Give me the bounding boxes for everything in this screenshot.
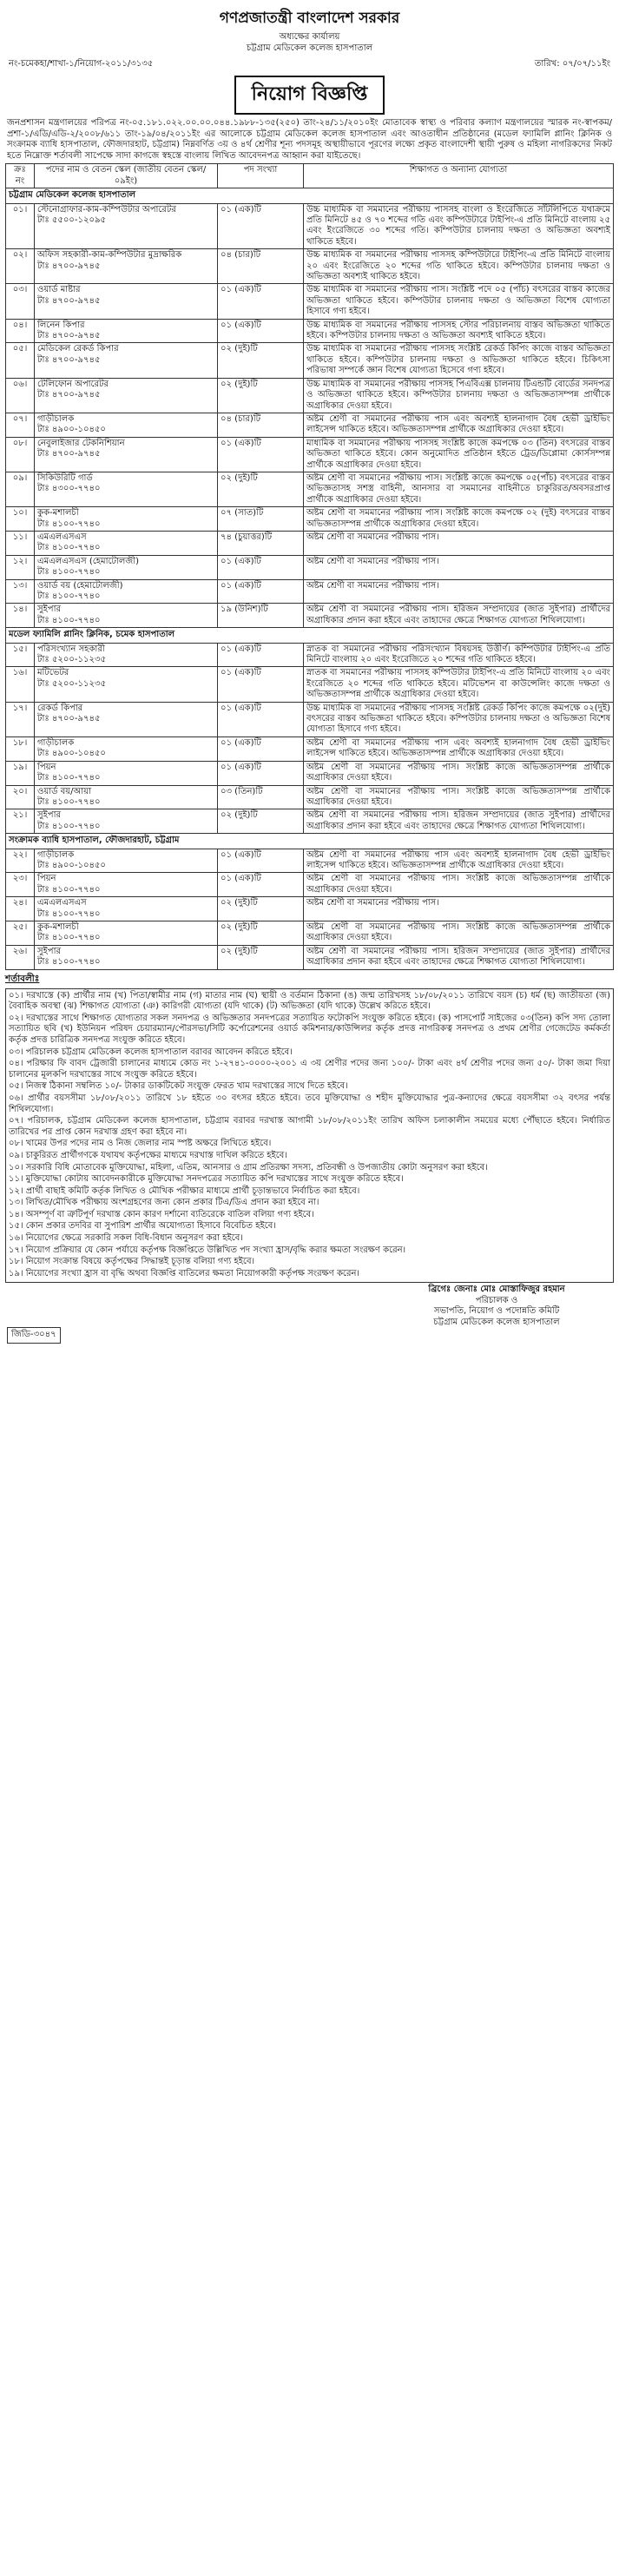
pay-scale: টাঃ ৪৭০০-৯৭৪৫ [37,714,101,724]
row-post-cell [35,472,218,506]
condition-item: ০৮। খামের উপর পদের নাম ও নিজ জেলার নাম স্পষ্ট অক্ষরে লিখিতে হইবে। [9,1139,272,1149]
pay-scale: টাঃ ৪১০০-৭৭৪০ [37,884,101,895]
table-header-row [6,164,614,188]
signatory-office: চট্টগ্রাম মেডিকেল কলেজ হাসপাতাল [433,1317,560,1327]
pay-scale: টাঃ ৪৭০০-৯৭৪৫ [37,331,101,341]
post-count: ১৯ (উনিশ)টি [218,604,304,628]
table-row [6,873,614,897]
post-name: সিকিউরিটি গার্ড [37,472,93,483]
row-post-cell [35,809,218,834]
section-title: চট্টগ্রাম মেডিকেল কলেজ হাসপাতাল [6,188,614,203]
row-serial: ০৩। [6,284,35,319]
post-count: ০১ (এক)টি [218,873,304,897]
table-row [6,284,614,319]
row-post-cell [35,643,218,667]
condition-item: ০১। দরখাস্তে (ক) প্রার্থীর নাম (খ) পিতা/স্বামীর নাম (গ) মাতার নাম (ঘ) স্থায়ী ও বর্তমান ঠিকানা (ঙ) জন্ম তারিখসহ ১৮/০৮/২০১১ তারিখে বয়স (চ) ধর্ম (ছ) জাতীয়তা (জ) বৈবাহিক অবস্থা (ঝ) শিক্ষাগত যোগ্যতা (ঞ) কারিগরী যোগ্যতা (যদি থাকে) (ট) অভিজ্ঞতা (যদি থাকে) উল্লেখ করিতে হইবে। [9,990,610,1012]
pay-scale: টাঃ ৪৭০০-৯৭৪৫ [37,390,101,400]
qualification: অষ্টম শ্রেণী বা সমমানের পরীক্ষায় পাস। সংশ্লিষ্ট কাজে অভিজ্ঞতাসম্পন্ন প্রার্থীকে অগ্রাধিকার দেওয়া হইবে। [304,873,614,897]
qualification: স্নাতক বা সমমানের পরীক্ষায় পরিসংখ্যান বিষয়সহ উত্তীর্ণ। কম্পিউটার টাইপিং-এ প্রতি মিনিটে বাংলায় ২০ এবং ইংরেজিতে ২০ শব্দের গতি থাকিতে হইবে। [304,643,614,667]
pay-scale: টাঃ ৪১০০-৭৭৪০ [37,933,101,943]
row-serial: ১২। [6,555,35,579]
post-name: নেবুলাইজার টেকনিশিয়ান [37,438,125,448]
row-post-cell [35,849,218,873]
intro-paragraph: জনপ্রশাসন মন্ত্রণালয়ের পরিপত্র নং-০৫.১৮১.০২২.০০.০০.০৪৪.১৯৮৮-১৩৫(২৫০) তাং-২৪/১১/২০১০ইং মোতাবেক স্বাস্থ্য ও পরিবার কল্যাণ মন্ত্রণালয়ের স্মারক নং-স্বাপকম/প্রশা-১/এডি/এডি-২/২০০৮/৬১১ তাং-১৯/০৪/২০১১ইং এর আলোকে চট্টগ্রাম মেডিকেল কলেজ হাসপাতাল এবং আওতাধীন প্রতিষ্ঠানের (মডেল ফ্যামিলি প্লানিং ক্লিনিক ও সংক্রামক ব্যাধি হাসপাতাল, ফৌজদারহাট, চট্টগ্রাম) নিম্নবর্ণিত ৩য় ও ৪র্থ শ্রেণীর শূন্য পদসমূহ অস্থায়ীভাবে পূরণের লক্ষ্যে প্রকৃত বাংলাদেশী স্থায়ী পুরুষ ও মহিলা নাগরিকদের নিকট হতে নিম্নোক্ত শর্তাবলী সাপেক্ষে সাদা কাগজে স্বহস্তে বাংলায় লিখিত আবেদনপত্র আহ্বান করা যাইতেছে। [7,118,612,161]
post-name: রেকর্ড কিপার [37,703,83,713]
pay-scale: টাঃ ৪১০০-৭৭৪০ [37,821,101,831]
post-name: টেলিফোন অপারেটর [37,379,109,389]
post-count: ০১ (এক)টি [218,437,304,472]
row-serial: ২৪। [6,897,35,921]
qualification: অষ্টম শ্রেণী বা সমমানের পরীক্ষায় পাস। সংশ্লিষ্ট কাজে অভিজ্ঞতাসম্পন্ন প্রার্থীকে অগ্রাধিকার দেওয়া হইবে। [304,785,614,809]
table-row [6,203,614,249]
post-name: স্টেনোগ্রাফার-কাম-কম্পিউটার অপারেটর [37,204,176,215]
row-serial: ০৬। [6,378,35,413]
section-title: মডেল ফ্যামিলি প্লানিং ক্লিনিক, চমেক হাসপাতাল [6,628,614,643]
table-row [6,507,614,532]
post-count: ০২ (দুই)টি [218,472,304,506]
post-name: সুইপার [37,604,61,615]
post-name: পিয়ন [37,762,56,772]
post-name: এমএলএসএস (হেমাটোলজী) [37,556,140,566]
gd-reference: জিডি-৩০৪৭ [7,1327,61,1344]
row-serial: ২০। [6,785,35,809]
qualification: মাধ্যমিক বা সমমানের পরীক্ষায় পাসসহ সংশ্লিষ্ট কাজে কমপক্ষে ০৩ (তিন) বৎসরের বাস্তব অভিজ্ঞতা থাকিতে হইবে। কোন অনুমোদিত প্রতিষ্ঠান হইতে ট্রেড/ডিপ্লোমা কোর্সসম্পন্ন প্রার্থীকে অগ্রাধিকার দেওয়া হইবে। [304,437,614,472]
post-count: ০২ (দুই)টি [218,897,304,921]
row-serial: ১৩। [6,579,35,604]
table-row [6,761,614,785]
post-count: ৭৪ (চুয়াত্তর)টি [218,531,304,555]
row-serial: ০৭। [6,413,35,437]
post-count: ০১ (এক)টি [218,667,304,702]
memo-row [5,57,614,72]
pay-scale: টাঃ ৪৭০০-৯৭৪৫ [37,261,101,271]
post-name: গাড়ীচালক [37,849,75,860]
row-post-cell [35,319,218,343]
section-title: সংক্রামক ব্যাধি হাসপাতাল, ফৌজদারহাট, চট্টগ্রাম [6,834,614,849]
qualification: উচ্চ মাধ্যমিক বা সমমানের পরীক্ষায় পাসসহ পিএবিএক্স চালনায় টিএন্ডটি বোর্ডের সনদপত্র ও অভিজ্ঞতা থাকিতে হইবে। কম্পিউটার চালনায় দক্ষতা ও অভিজ্ঞতাসম্পন্ন প্রার্থীকে অগ্রাধিকার দেওয়া হইবে। [304,378,614,413]
table-row [6,604,614,628]
pay-scale: টাঃ ৪৭০০-৯৭৪৫ [37,449,101,459]
table-row [6,809,614,834]
table-row [6,945,614,969]
condition-item: ০২। দরখাস্তের সাথে শিক্ষাগত যোগ্যতার সকল সনদপত্র ও অভিজ্ঞতার সনদপত্রের সত্যায়িত ফটোকপি সংযুক্ত করিতে হইবে। (ক) পাসপোর্ট সাইজের ০৩(তিন) কপি সদ্য তোলা সত্যায়িত ছবি (খ) ইউনিয়ন পরিষদ চেয়ারম্যান/পৌরসভা/সিটি কর্পোরেশনের ওয়ার্ড কমিশনার/কাউন্সিলর কর্তৃক প্রদত্ত নাগরিকত্ব সনদপত্র ও প্রথম শ্রেণীর গেজেটেড কর্মকর্তা কর্তৃক প্রদত্ত চারিত্রিক সনদপত্র সংযুক্ত করিতে হইবে। [9,1013,610,1045]
qualification: অষ্টম শ্রেণী বা সমমানের পরীক্ষায় পাস। হরিজন সম্প্রদায়ের (জাত সুইপার) প্রার্থীদের অগ্রাধিকার প্রদান করা হইবে এবং তাহাদের ক্ষেত্রে শিক্ষাগত যোগ্যতা শিথিলযোগ্য। [304,945,614,969]
table-row [6,343,614,378]
post-name: সুইপার [37,946,61,956]
post-count: ০১ (এক)টি [218,203,304,249]
col-qualification: শিক্ষাগত ও অন্যান্য যোগ্যতা [304,164,614,188]
row-post-cell [35,284,218,319]
row-serial: ১৫। [6,643,35,667]
post-count: ০১ (এক)টি [218,761,304,785]
pay-scale: টাঃ ৪১০০-৭৭৪০ [37,773,101,783]
qualification: অষ্টম শ্রেণী বা সমমানের পরীক্ষায় পাস এবং অবশ্যই হালনাগাদ বৈধ হেভী ড্রাইভিং লাইসেন্স থাকিতে হইবে। অভিজ্ঞতাসম্পন্ন প্রার্থীকে অগ্রাধিকার দেওয়া হইবে। [304,736,614,761]
qualification: উচ্চ মাধ্যমিক বা সমমানের পরীক্ষায় পাসসহ কম্পিউটারে টাইপিং-এ প্রতি মিনিটে বাংলায় ২০ এবং ইংরেজিতে ২০ শব্দের গতি থাকিতে হইবে। কম্পিউটার চালনায় দক্ষতা ও অভিজ্ঞতা অবশ্যই থাকিতে হইবে। [304,249,614,284]
pay-scale: টাঃ ৪১০০-৭৭৪০ [37,957,101,968]
pay-scale: টাঃ ৪১০০-৭৭৪০ [37,543,101,553]
row-post-cell [35,555,218,579]
post-count: ০১ (এক)টি [218,849,304,873]
post-name: ওয়ার্ড বয় (হেমাটোলজী) [37,580,123,591]
row-post-cell [35,437,218,472]
row-post-cell [35,945,218,969]
table-row [6,413,614,437]
post-count: ০১ (এক)টি [218,319,304,343]
post-name: ওয়ার্ড বয়/আয়া [37,786,91,796]
pay-scale: টাঃ ৫৫০০-১২০৯৫ [37,215,106,225]
condition-item: ১৫। কোন প্রকার তদবির বা সুপারিশ প্রার্থীর অযোগ্যতা হিসাবে বিবেচিত হইবে। [9,1221,276,1232]
row-post-cell [35,702,218,736]
row-post-cell [35,378,218,413]
pay-scale: টাঃ ৪৭০০-৯৭৪৫ [37,295,101,306]
table-row [6,849,614,873]
condition-item: ১৮। নিয়োগ সংক্রান্ত বিষয়ে কর্তৃপক্ষের সিদ্ধান্তই চূড়ান্ত বলিয়া গণ্য হইবে। [9,1257,255,1267]
row-serial: ২৩। [6,873,35,897]
col-serial: ক্রঃ নং [6,164,35,188]
post-name: পিয়ন [37,874,56,884]
qualification: অষ্টম শ্রেণী বা সমমানের পরীক্ষায় পাস এবং অবশ্যই হালনাগাদ বৈধ হেভী ড্রাইভিং লাইসেন্স থাকিতে হইবে। অভিজ্ঞতাসম্পন্ন প্রার্থীকে অগ্রাধিকার দেওয়া হইবে। [304,849,614,873]
post-name: এমএলএসএস [37,898,87,908]
row-post-cell [35,531,218,555]
qualification: উচ্চ মাধ্যমিক বা সমমানের পরীক্ষায় পাসসহ স্টোর পরিচালনায় বাস্তব অভিজ্ঞতা থাকিতে হইবে। কম্পিউটার চালনায় দক্ষতা ও অভিজ্ঞতা অবশ্যই থাকিতে হইবে। [304,319,614,343]
pay-scale: টাঃ ৪১০০-৭৭৪০ [37,796,101,807]
post-name: মেডিকেল রেকর্ড কিপার [37,344,119,354]
row-serial: ০৪। [6,319,35,343]
table-row [6,921,614,945]
table-row [6,555,614,579]
row-serial: ১৬। [6,667,35,702]
post-count: ০২ (দুই)টি [218,378,304,413]
condition-item: ১৬। নিয়োগের ক্ষেত্রে সরকারি সকল বিধি-বিধান অনুসরণ করা হইবে। [9,1233,243,1244]
pay-scale: টাঃ ৪৭০০-৯৭৪৫ [37,354,101,365]
post-name: সুইপার [37,810,61,821]
condition-item: ১১। মুক্তিযোদ্ধা কোটায় আবেদনকারীকে মুক্তিযোদ্ধা সনদপত্রের সত্যায়িত কপি দরখাস্তের সাথে সংযুক্ত করিতে হইবে। [9,1174,404,1185]
row-serial: ২৫। [6,921,35,945]
post-count: ০২ (দুই)টি [218,343,304,378]
qualification: অষ্টম শ্রেণী বা সমমানের পরীক্ষায় পাস। [304,579,614,604]
post-count: ০৭ (সাত)টি [218,507,304,532]
row-serial: ২৬। [6,945,35,969]
qualification: অষ্টম শ্রেণী বা সমমানের পরীক্ষায় পাস। সংশ্লিষ্ট কাজে কমপক্ষে ০২ (দুই) বৎসরের বাস্তব অভিজ্ঞতাসম্পন্ন প্রার্থীকে অগ্রাধিকার দেওয়া হইবে। [304,507,614,532]
row-serial: ০৫। [6,343,35,378]
row-post-cell [35,413,218,437]
row-serial: ১৮। [6,736,35,761]
pay-scale: টাঃ ৪১০০-৭৭৪০ [37,567,101,578]
post-name: পরিসংখ্যান সহকারী [37,644,105,654]
pay-scale: টাঃ ৫২০০-১১২৩৫ [37,655,106,665]
table-row [6,319,614,343]
row-serial: ১৪। [6,604,35,628]
pay-scale: টাঃ ৪১০০-৭৭৪০ [37,591,101,601]
qualification: অষ্টম শ্রেণী বা সমমানের পরীক্ষায় পাস। সংশ্লিষ্ট কাজে অভিজ্ঞতাসম্পন্ন প্রার্থীকে অগ্রাধিকার দেওয়া হইবে। [304,921,614,945]
office-name: চট্টগ্রাম মেডিকেল কলেজ হাসপাতাল [246,43,373,53]
col-post: পদের নাম ও বেতন স্কেল (জাতীয় বেতন স্কেল/০৯ইং) [35,164,218,188]
condition-item: ০৩। পরিচালক চট্টগ্রাম মেডিকেল কলেজ হাসপাতাল বরাবর আবেদন করিতে হইবে। [9,1047,293,1057]
row-post-cell [35,761,218,785]
row-serial: ০৮। [6,437,35,472]
table-row [6,579,614,604]
row-serial: ১১। [6,531,35,555]
post-count: ০২ (দুই)টি [218,945,304,969]
row-post-cell [35,203,218,249]
post-count: ০১ (এক)টি [218,702,304,736]
post-count: ০২ (দুই)টি [218,921,304,945]
post-name: গাড়ীচালক [37,737,75,748]
condition-item: ০৫। নিজস্ব ঠিকানা সম্বলিত ১০/- টাকার ডাকটিকেট সংযুক্ত ফেরত খাম দরখাস্তের সাথে দিতে হইবে। [9,1081,348,1092]
qualification: অষ্টম শ্রেণী বা সমমানের পরীক্ষায় পাস। সংশ্লিষ্ট কাজে অভিজ্ঞতাসম্পন্ন প্রার্থীকে অগ্রাধিকার দেওয়া হইবে। [304,761,614,785]
post-count: ০৪ (চার)টি [218,249,304,284]
post-name: এমএলএসএস [37,532,87,542]
qualification: অষ্টম শ্রেণী বা সমমানের পরীক্ষায় পাস। [304,531,614,555]
condition-item: ১৩। লিখিত/মৌখিক পরীক্ষায় অংশগ্রহণের জন্য কোন প্রকার টিএ/ডিএ প্রদান করা হইবে না। [9,1198,319,1208]
pay-scale: টাঃ ৪৯০০-১০৪৫০ [37,425,106,435]
row-post-cell [35,249,218,284]
condition-item: ০৯। চাকুরিরত প্রার্থীগণকে যথাযথ কর্তৃপক্ষের মাধ্যমে দরখাস্ত দাখিল করিতে হইবে। [9,1150,287,1160]
table-row [6,531,614,555]
office-line: অধ্যক্ষের কার্যালয় [279,32,340,42]
post-count: ০২ (দুই)টি [218,809,304,834]
condition-item: ১০। সরকারি বিধি মোতাবেক মুক্তিযোদ্ধা, মহিলা, এতিম, আনসার ও গ্রাম প্রতিরক্ষা সদস্য, প্রতিবন্ধী ও উপজাতীয় কোটা অনুসরণ করা হইবে। [9,1162,488,1172]
row-post-cell [35,785,218,809]
notice-title-box [5,76,614,115]
post-name: গাড়ীচালক [37,413,75,424]
table-row [6,472,614,506]
notice-title: নিয়োগ বিজ্ঞপ্তি [234,76,385,115]
post-count: ০১ (এক)টি [218,736,304,761]
section-header-row [6,628,614,643]
pay-scale: টাঃ ৪৯০০-১০৪৫০ [37,749,106,759]
row-serial: ১০। [6,507,35,532]
row-post-cell [35,667,218,702]
signatory-committee: সভাপতি, নিয়োগ ও পদোন্নতি কমিটি [433,1306,560,1317]
posts-table [5,163,614,969]
condition-item: ১৯। নিয়োগের সংখ্যা হ্রাস বা বৃদ্ধি অথবা বিজ্ঞপ্তি বাতিলের ক্ষমতা নিয়োগকারী কর্তৃপক্ষ সংরক্ষণ করেন। [9,1268,359,1278]
post-name: মটিভেটর [37,668,69,678]
government-title: গণপ্রজাতন্ত্রী বাংলাদেশ সরকার [219,10,400,27]
signature-block [379,1285,614,1328]
row-serial: ২২। [6,849,35,873]
condition-item: ১২। প্রার্থী বাছাই কমিটি কর্তৃক লিখিত ও মৌখিক পরীক্ষার মাধ্যমে প্রার্থী চূড়ান্তভাবে নির্বাচিত করা হইবে। [9,1186,360,1196]
table-row [6,736,614,761]
post-name: অফিস সহকারী-কাম-কম্পিউটার মুদ্রাক্ষরিক [37,250,182,261]
notice-page [5,0,614,1340]
memo-date: তারিখ: ০৭/০৭/১১ইং [534,59,610,69]
conditions-list [5,988,614,1284]
pay-scale: টাঃ ৪১০০-৭৭৪০ [37,615,101,625]
post-count: ০১ (এক)টি [218,284,304,319]
pay-scale: টাঃ ৪৩০০-৭৭৪০ [37,484,101,494]
pay-scale: টাঃ ৪৯০০-১০৪৫০ [37,860,106,870]
post-count: ০১ (এক)টি [218,555,304,579]
table-row [6,249,614,284]
row-serial: ০২। [6,249,35,284]
qualification: উচ্চ মাধ্যমিক বা সমমানের পরীক্ষায় পাসসহ বাংলা ও ইংরেজিতে সাঁটলিপিতে যথাক্রমে প্রতি মিনিটে ৪৫ ও ৭০ শব্দের গতি এবং কম্পিউটারে টাইপিং-এ প্রতি মিনিটে বাংলায় ২৫ এবং ইংরেজিতে ৩০ শব্দের গতি। কম্পিউটার চালনায় দক্ষতা ও অভিজ্ঞতা অবশ্যই থাকিতে হইবে। [304,203,614,249]
row-post-cell [35,736,218,761]
row-post-cell [35,873,218,897]
row-post-cell [35,343,218,378]
qualification: অষ্টম শ্রেণী বা সমমানের পরীক্ষায় পাস এবং অবশ্যই হালনাগাদ বৈধ হেভী ড্রাইভিং লাইসেন্স থাকিতে হইবে। অভিজ্ঞতাসম্পন্ন প্রার্থীকে অগ্রাধিকার দেওয়া হইবে। [304,413,614,437]
table-row [6,378,614,413]
condition-item: ০৪। পরিক্ষার ফি বাবদ ট্রেজারী চালানের মাধ্যমে কোড নং ১-২৭৪১-০০০০-২০০১ এ ৩য় শ্রেণীর পদের জন্য ১০০/- টাকা এবং ৪র্থ শ্রেণীর পদের জন্য ৫০/- টাকা জমা দিয়া চালানের মূলকপি দরখাস্তের সাথে সংযুক্ত করিতে হইবে। [9,1059,610,1080]
section-header-row [6,834,614,849]
post-count: ০১ (এক)টি [218,643,304,667]
post-name: কুক-মশালচী [37,508,79,519]
conditions-heading: শর্তাবলীঃ [5,973,40,984]
qualification: অষ্টম শ্রেণী বা সমমানের পরীক্ষায় পাস। সংশ্লিষ্ট কাজে কমপক্ষে ০৫(পাঁচ) বৎসরের বাস্তব অভিজ্ঞতাসহ সশস্ত্র বাহিনী, আনসার বা সমমানের বাহিনীতে চাকুরিরত/অবসরপ্রাপ্ত প্রার্থীকে অগ্রাধিকার দেওয়া হইবে। [304,472,614,506]
qualification: স্নাতক বা সমমানের পরীক্ষায় পাসসহ কম্পিউটার টাইপিং-এ প্রতি মিনিটে বাংলায় ২০ এবং ইংরেজিতে ২০ শব্দের গতি থাকিতে হইবে। মটিভেশন বা কাউন্সেলিং কাজে দক্ষতা ও অভিজ্ঞতাসম্পন্ন প্রার্থীকে অগ্রাধিকার দেওয়া হইবে। [304,667,614,702]
post-name: লিনেন কিপার [37,320,85,330]
table-row [6,785,614,809]
row-post-cell [35,507,218,532]
col-count: পদ সংখ্যা [218,164,304,188]
table-row [6,643,614,667]
row-post-cell [35,897,218,921]
pay-scale: টাঃ ৪১০০-৭৭৪০ [37,519,101,529]
memo-number: নং-চমেকহা/শাখা-১/নিয়োগ-২০১১/৩১৩৫ [9,59,154,69]
qualification: অষ্টম শ্রেণী বা সমমানের পরীক্ষায় পাস। হরিজন সম্প্রদায়ের (জাত সুইপার) প্রার্থীদের অগ্রাধিকার প্রদান করা হইবে এবং তাহাদের ক্ষেত্রে শিক্ষাগত যোগ্যতা শিথিলযোগ্য। [304,809,614,834]
condition-item: ০৭। পরিচালক, চট্টগ্রাম মেডিকেল কলেজ হাসপাতাল, চট্টগ্রাম বরাবর দরখাস্ত আগামী ১৮/০৮/২০১১ইং তারিখ অফিস চলাকালীন সময়ের মধ্যে পৌঁছাতে হইবে। নির্ধারিত তারিখের পর প্রাপ্ত কোন দরখাস্ত গ্রহণ করা হইবে না। [9,1116,610,1137]
pay-scale: টাঃ ৪১০০-৭৭৪০ [37,908,101,919]
section-header-row [6,188,614,203]
post-count: ০৩ (তিন)টি [218,785,304,809]
row-post-cell [35,604,218,628]
row-post-cell [35,579,218,604]
qualification: উচ্চ মাধ্যমিক বা সমমানের পরীক্ষায় পাস। সংশ্লিষ্ট পদে ০৫ (পাঁচ) বৎসরের বাস্তব কাজের অভিজ্ঞতা থাকিতে হইবে। কম্পিউটার চালনায় দক্ষতা ও অভিজ্ঞতা বিশেষ যোগ্যতা হিসাবে গণ্য হইবে। [304,284,614,319]
qualification: উচ্চ মাধ্যমিক বা সমমানের পরীক্ষায় পাসসহ সংশ্লিষ্ট রেকর্ড কিপিং কাজে কমপক্ষে ০২(দুই) বৎসরের বাস্তব অভিজ্ঞতা থাকিতে হইবে। কম্পিউটার চালনায় দক্ষতা ও অভিজ্ঞতা বিশেষ যোগ্যতা হিসাবে গণ্য হইবে। [304,702,614,736]
table-row [6,667,614,702]
row-serial: ১৭। [6,702,35,736]
row-serial: ০১। [6,203,35,249]
condition-item: ০৬। প্রার্থীর বয়সসীমা ১৮/০৮/২০১১ তারিখে ১৮ হইতে ৩০ বৎসর হইতে হইবে। তবে মুক্তিযোদ্ধা ও শহীদ মুক্তিযোদ্ধার পুত্র-কন্যাদের ক্ষেত্রে বয়সসীমা ৩২ বৎসর পর্যন্ত শিথিলযোগ্য। [9,1093,610,1114]
row-serial: ১৯। [6,761,35,785]
qualification: উচ্চ মাধ্যমিক বা সমমানের পরীক্ষায় পাসসহ সংশ্লিষ্ট রেকর্ড কিপিং কাজে বাস্তব অভিজ্ঞতা থাকিতে হইবে। কম্পিউটার চালনায় দক্ষতা ও অভিজ্ঞতা থাকিতে হইবে। চিকিৎসা পরিভাষা সম্পর্কে জ্ঞান বিশেষ যোগ্যতা হিসেবে গণ্য হইবে। [304,343,614,378]
row-serial: ২১। [6,809,35,834]
qualification: অষ্টম শ্রেণী বা সমমানের পরীক্ষায় পাস। [304,897,614,921]
signatory-name: ব্রিগেঃ জেনাঃ মোঃ মোস্তাফিজুর রহমান [428,1285,565,1295]
post-name: কুক-মশালচী [37,921,79,932]
pay-scale: টাঃ ৫২০০-১১২৩৫ [37,678,106,689]
qualification: অষ্টম শ্রেণী বা সমমানের পরীক্ষায় পাস। হরিজন সম্প্রদায়ের (জাত সুইপার) প্রার্থীদের অগ্রাধিকার প্রদান করা হইবে এবং তাহাদের ক্ষেত্রে শিক্ষাগত যোগ্যতা শিথিলযোগ্য। [304,604,614,628]
post-count: ০৪ (চার)টি [218,413,304,437]
condition-item: ১৭। নিয়োগ প্রক্রিয়ার যে কোন পর্যায়ে কর্তৃপক্ষ বিজ্ঞপ্তিতে উল্লিখিত পদ সংখ্যা হ্রাস/বৃদ্ধি করার ক্ষমতা সংরক্ষণ করেন। [9,1245,406,1255]
table-row [6,897,614,921]
post-name: ওয়ার্ড মাষ্টার [37,285,81,295]
row-serial: ০৯। [6,472,35,506]
qualification: অষ্টম শ্রেণী বা সমমানের পরীক্ষায় পাস। [304,555,614,579]
table-row [6,437,614,472]
condition-item: ১৪। অসম্পূর্ণ বা ত্রুটিপূর্ণ দরখাস্ত কোন কারণ দর্শানো ব্যতিরেকে বাতিল বলিয়া গণ্য হইবে। [9,1209,314,1219]
posts-body [6,188,614,969]
row-post-cell [35,921,218,945]
table-row [6,702,614,736]
post-count: ০১ (এক)টি [218,579,304,604]
signatory-role: পরিচালক ও [475,1295,518,1305]
